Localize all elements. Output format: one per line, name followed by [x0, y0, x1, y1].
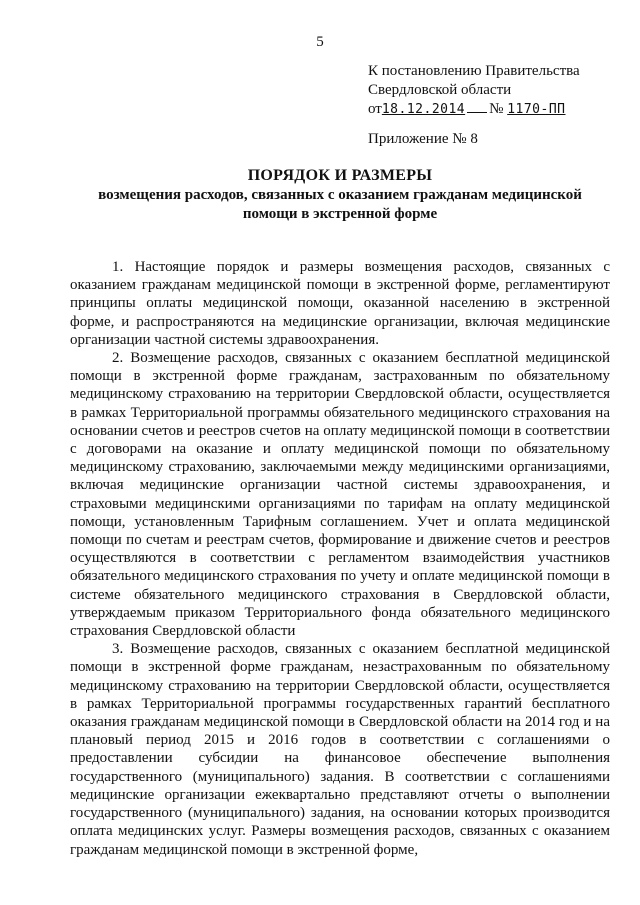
title-subtitle: возмещения расходов, связанных с оказанием гражданам медицинской помощи в экстренной форме — [98, 187, 582, 222]
date-value: 18.12.2014 — [381, 102, 466, 117]
resolution-reference — [368, 62, 618, 119]
document-body — [70, 258, 610, 859]
paragraph-1: 1. Настоящие порядок и размеры возмещения расходов, связанных с оказанием гражданам медицинской помощи в экстренной форме, регламентируют принципы оплаты медицинской помощи, оказанной населению в экстренной форме, и распространяются на медицинские организации, включая медицинские организации частной системы здравоохранения. — [70, 259, 610, 348]
paragraph-3: 3. Возмещение расходов, связанных с оказанием бесплатной медицинской помощи в экстренной форме гражданам, незастрахованным по обязательному медицинскому страхованию на территории Свердловской области, осуществляется в рамках Территориальной программы государственных гарантий бесплатного оказания гражданам медицинской помощи в Свердловской области на 2014 год и на плановый период 2015 и 2016 годов в соответствии с соглашениями о предоставлении субсидии на финансовое обеспечение выполнения государственного (муниципального) задания. В соответствии с соглашениями медицинские организации ежеквартально представляют отчеты о выполнении государственного (муниципального) задания, на основании которых производится оплата медицинских услуг. Размеры возмещения расходов, связанных с оказанием гражданам медицинской помощи в экстренной форме, — [70, 641, 610, 858]
document-title — [70, 166, 610, 224]
paragraph-2: 2. Возмещение расходов, связанных с оказанием бесплатной медицинской помощи в экстренной форме гражданам, застрахованным по обязательному медицинскому страхованию на территории Свердловской области, осуществляется в рамках Территориальной программы обязательного медицинского страхования на основании счетов и реестров счетов на оплату медицинской помощи в соответствии с договорами на оказание и оплату медицинской помощи по обязательному медицинскому страхованию, заключаемыми между медицинскими организациями, включая медицинские организации частной системы здравоохранения, и страховыми медицинскими организациями по тарифам на оплату медицинской помощи, установленным Тарифным соглашением. Учет и оплата медицинской помощи по счетам и реестрам счетов, формирование и движение счетов и реестров осуществляются в соответствии с регламентом взаимодействия участников обязательного медицинского страхования по учету и оплате медицинской помощи в системе обязательного медицинского страхования в Свердловской области, утверждаемым приказом Территориального фонда обязательного медицинского страхования Свердловской области — [70, 350, 610, 640]
blank-underline — [467, 100, 487, 113]
title-main: ПОРЯДОК И РАЗМЕРЫ — [247, 167, 433, 184]
annex-label: Приложение № 8 — [368, 131, 478, 147]
number-value: 1170-ПП — [507, 102, 566, 117]
number-prefix: № — [489, 101, 504, 117]
page-number: 5 — [316, 34, 324, 50]
resolution-date-number — [368, 100, 618, 119]
resolution-line-2: Свердловской области — [368, 82, 512, 98]
resolution-line-1: К постановлению Правительства — [368, 63, 580, 79]
date-prefix: от — [368, 101, 382, 117]
